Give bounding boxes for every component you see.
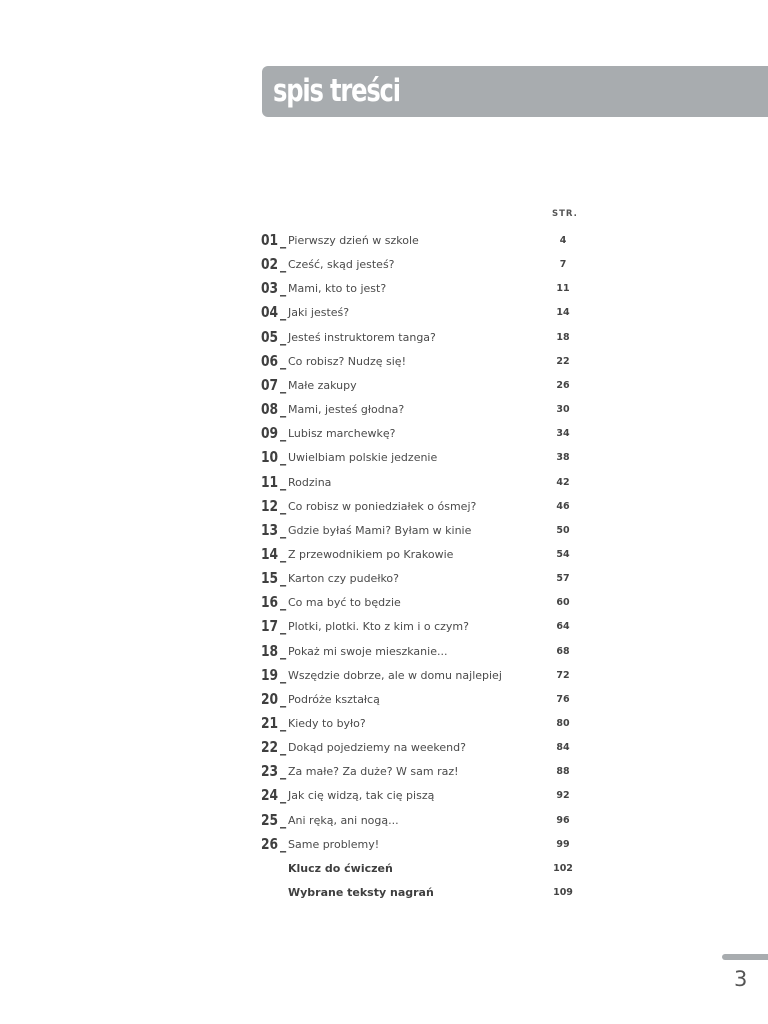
- chapter-number-underscore: _: [280, 617, 287, 636]
- chapter-number: 21: [261, 714, 279, 732]
- chapter-number: 11: [261, 472, 279, 491]
- chapter-number-underscore: _: [280, 375, 287, 394]
- toc-row: [0, 738, 768, 760]
- toc-row: [0, 424, 768, 446]
- chapter-title: Małe zakupy: [288, 378, 357, 392]
- toc-row: [0, 497, 768, 519]
- chapter-number: 24: [261, 786, 279, 805]
- chapter-number-underscore: _: [280, 327, 287, 346]
- chapter-page: 76: [556, 693, 570, 705]
- chapter-number: 04: [261, 303, 279, 322]
- toc-row: [0, 690, 768, 712]
- chapter-number-underscore: _: [280, 665, 287, 684]
- chapter-number-underscore: _: [280, 689, 287, 708]
- chapter-number-underscore: _: [280, 255, 287, 274]
- chapter-title: Jaki jesteś?: [288, 306, 350, 320]
- chapter-title: Mami, kto to jest?: [288, 282, 387, 296]
- chapter-number-underscore: _: [280, 400, 287, 419]
- chapter-number-underscore: _: [280, 424, 287, 443]
- chapter-number-underscore: _: [280, 231, 287, 249]
- chapter-number: 05: [261, 327, 279, 346]
- chapter-title: Z przewodnikiem po Krakowie: [288, 547, 454, 561]
- toc-row: [0, 593, 768, 615]
- chapter-title: Kiedy to było?: [288, 717, 366, 730]
- toc-row: [0, 448, 768, 470]
- chapter-number: 02: [261, 255, 279, 274]
- chapter-title: Co robisz w poniedziałek o ósmej?: [288, 499, 477, 513]
- chapter-page: 4: [559, 235, 567, 246]
- toc-row: [0, 835, 768, 857]
- title-banner: [262, 66, 768, 117]
- toc-extra-row: [0, 859, 768, 881]
- toc-row: [0, 473, 768, 495]
- chapter-title: Jesteś instruktorem tanga?: [288, 330, 436, 344]
- chapter-title: Karton czy pudełko?: [288, 572, 399, 586]
- extra-page: 109: [553, 887, 573, 899]
- chapter-page: 30: [556, 404, 570, 416]
- chapter-number: 18: [261, 641, 279, 660]
- chapter-number-underscore: _: [280, 641, 287, 660]
- chapter-page: 46: [556, 500, 570, 512]
- chapter-page: 84: [556, 742, 570, 754]
- toc-row: [0, 569, 768, 591]
- toc-extra-row: [0, 883, 768, 905]
- chapter-number: 14: [261, 544, 279, 563]
- chapter-number: 15: [261, 569, 279, 588]
- chapter-page: 80: [556, 718, 570, 729]
- page-number: 3: [734, 967, 748, 991]
- chapter-number: 23: [261, 762, 279, 781]
- chapter-page: 96: [556, 814, 570, 826]
- chapter-number-underscore: _: [280, 303, 287, 322]
- chapter-number-underscore: _: [280, 279, 287, 298]
- chapter-number: 10: [261, 448, 279, 467]
- chapter-page: 68: [556, 645, 570, 657]
- chapter-page: 7: [559, 259, 567, 271]
- chapter-title: Pierwszy dzień w szkole: [288, 234, 419, 247]
- chapter-title: Pokaż mi swoje mieszkanie...: [288, 644, 448, 658]
- extra-title: Wybrane teksty nagrań: [288, 886, 434, 900]
- chapter-title: Co robisz? Nudzę się!: [288, 354, 406, 368]
- chapter-page: 22: [556, 355, 570, 367]
- chapter-number: 22: [261, 738, 279, 757]
- toc-row: [0, 786, 768, 808]
- chapter-title: Podróże kształcą: [288, 692, 380, 706]
- chapter-number: 09: [261, 424, 279, 443]
- toc-row: [0, 617, 768, 639]
- toc-row: [0, 255, 768, 277]
- chapter-number-underscore: _: [280, 448, 287, 467]
- chapter-page: 88: [556, 766, 570, 778]
- toc-row: [0, 762, 768, 784]
- extra-page: 102: [553, 862, 573, 874]
- chapter-page: 57: [556, 573, 570, 585]
- chapter-number: 25: [261, 810, 279, 829]
- chapter-page: 14: [556, 307, 570, 319]
- chapter-number-underscore: _: [280, 520, 287, 539]
- chapter-number-underscore: _: [280, 762, 287, 781]
- chapter-number: 03: [261, 279, 279, 298]
- chapter-page: 18: [556, 331, 570, 343]
- chapter-number: 26: [261, 834, 279, 853]
- chapter-title: Uwielbiam polskie jedzenie: [288, 451, 438, 465]
- chapter-number-underscore: _: [280, 738, 287, 757]
- toc-row: [0, 521, 768, 543]
- toc-row: [0, 352, 768, 374]
- chapter-title: Dokąd pojedziemy na weekend?: [288, 741, 466, 755]
- chapter-number: 16: [261, 593, 279, 612]
- extra-title: Klucz do ćwiczeń: [288, 861, 393, 875]
- chapter-number-underscore: _: [280, 472, 287, 491]
- chapter-title: Za małe? Za duże? W sam raz!: [288, 765, 459, 779]
- toc-row: [0, 714, 768, 736]
- chapter-page: 60: [556, 597, 570, 609]
- toc-row: [0, 328, 768, 350]
- chapter-number: 07: [261, 375, 279, 394]
- chapter-title: Ani ręką, ani nogą...: [288, 813, 399, 827]
- chapter-page: 38: [556, 452, 570, 464]
- page-tab-marker: [722, 954, 768, 960]
- chapter-number: 12: [261, 496, 279, 515]
- page-column-label: STR.: [552, 209, 578, 219]
- chapter-page: 54: [556, 548, 570, 560]
- chapter-page: 99: [556, 838, 570, 850]
- chapter-page: 42: [556, 476, 570, 488]
- chapter-number-underscore: _: [280, 786, 287, 805]
- chapter-page: 26: [556, 379, 570, 391]
- chapter-page: 11: [556, 283, 570, 295]
- chapter-number: 17: [261, 617, 279, 636]
- toc-row: [0, 666, 768, 688]
- toc-row: [0, 376, 768, 398]
- chapter-title: Rodzina: [288, 475, 332, 489]
- chapter-title: Co ma być to będzie: [288, 596, 401, 610]
- chapter-number-underscore: _: [280, 593, 287, 612]
- chapter-title: Gdzie byłaś Mami? Byłam w kinie: [288, 523, 472, 537]
- chapter-number: 01: [261, 231, 279, 249]
- toc-row: [0, 231, 768, 253]
- chapter-title: Plotki, plotki. Kto z kim i o czym?: [288, 620, 469, 634]
- toc-row: [0, 811, 768, 833]
- page-title: spis treści: [273, 73, 400, 109]
- chapter-number: 13: [261, 520, 279, 539]
- chapter-title: Lubisz marchewkę?: [288, 427, 396, 441]
- chapter-number: 06: [261, 351, 279, 370]
- chapter-number-underscore: _: [280, 810, 287, 829]
- chapter-page: 64: [556, 621, 570, 633]
- chapter-number: 08: [261, 400, 279, 419]
- toc-row: [0, 279, 768, 301]
- chapter-number-underscore: _: [280, 714, 287, 732]
- toc-row: [0, 303, 768, 325]
- chapter-number-underscore: _: [280, 544, 287, 563]
- chapter-number: 19: [261, 665, 279, 684]
- toc-row: [0, 642, 768, 664]
- chapter-page: 34: [556, 428, 570, 440]
- chapter-number-underscore: _: [280, 351, 287, 370]
- chapter-page: 72: [556, 669, 570, 681]
- chapter-number-underscore: _: [280, 834, 287, 853]
- chapter-title: Mami, jesteś głodna?: [288, 403, 405, 417]
- chapter-title: Jak cię widzą, tak cię piszą: [288, 789, 435, 803]
- chapter-number: 20: [261, 689, 279, 708]
- toc-row: [0, 545, 768, 567]
- chapter-page: 92: [556, 790, 570, 802]
- chapter-title: Cześć, skąd jesteś?: [288, 258, 395, 272]
- chapter-title: Wszędzie dobrze, ale w domu najlepiej: [288, 668, 502, 682]
- toc-row: [0, 400, 768, 422]
- chapter-page: 50: [556, 524, 570, 536]
- chapter-number-underscore: _: [280, 496, 287, 515]
- chapter-number-underscore: _: [280, 569, 287, 588]
- chapter-title: Same problemy!: [288, 837, 380, 851]
